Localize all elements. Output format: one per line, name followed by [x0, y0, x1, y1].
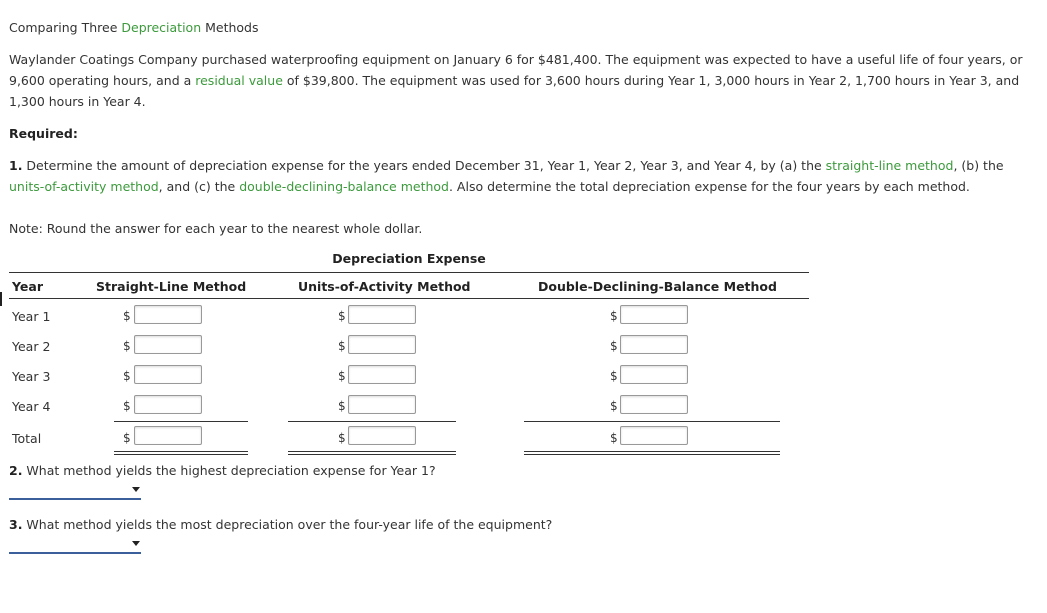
sl-year-2-input[interactable]: [134, 335, 202, 354]
currency-sign: $: [123, 339, 131, 353]
row-label-year-2: Year 2: [12, 339, 51, 354]
page-title: [9, 17, 259, 38]
col-header-ddb: Double-Declining-Balance Method: [538, 279, 777, 294]
ua-subtotal-rule: [288, 421, 456, 422]
currency-sign: $: [338, 431, 346, 445]
question-3: [9, 514, 552, 535]
row-label-year-1: Year 1: [12, 309, 51, 324]
row-label-year-3: Year 3: [12, 369, 51, 384]
intro-text-2: of $39,800. The equipment was used for 3,600 hours during Year 1, 3,000 hours in Year 2, 1,700 hours in Year 3, and 1,300 hours in Year 4.: [9, 73, 1020, 109]
sl-year-1-input[interactable]: [134, 305, 202, 324]
sl-year-3-input[interactable]: [134, 365, 202, 384]
q2-text: What method yields the highest depreciation expense for Year 1?: [22, 463, 436, 478]
q1-text-4: . Also determine the total depreciation expense for the four years by each method.: [448, 179, 970, 194]
row-label-year-4: Year 4: [12, 399, 51, 414]
ddb-total-input[interactable]: [620, 426, 688, 445]
ddb-year-1-input[interactable]: [620, 305, 688, 324]
straight-line-link[interactable]: straight-line method: [825, 158, 954, 173]
ddb-total-double-rule-1: [524, 451, 780, 452]
ddb-year-3-input[interactable]: [620, 365, 688, 384]
rounding-note: Note: Round the answer for each year to the nearest whole dollar.: [9, 221, 423, 236]
currency-sign: $: [123, 431, 131, 445]
col-header-straight-line: Straight-Line Method: [96, 279, 247, 294]
depreciation-expense-header: Depreciation Expense: [332, 251, 486, 266]
q1-number: 1.: [9, 158, 23, 173]
currency-sign: $: [610, 399, 618, 413]
sl-total-input[interactable]: [134, 426, 202, 445]
ddb-year-2-input[interactable]: [620, 335, 688, 354]
ua-year-3-input[interactable]: [348, 365, 416, 384]
ddb-subtotal-rule: [524, 421, 780, 422]
q3-method-dropdown[interactable]: [9, 538, 141, 554]
depreciation-link[interactable]: Depreciation: [121, 20, 202, 35]
currency-sign: $: [123, 369, 131, 383]
ddb-link[interactable]: double-declining-balance method: [239, 179, 449, 194]
q3-text: What method yields the most depreciation over the four-year life of the equipment?: [22, 517, 553, 532]
ddb-year-4-input[interactable]: [620, 395, 688, 414]
problem-intro: [9, 49, 1039, 112]
row-label-total: Total: [12, 431, 42, 446]
left-edge-marker: [0, 292, 2, 306]
currency-sign: $: [610, 339, 618, 353]
currency-sign: $: [338, 369, 346, 383]
sl-year-4-input[interactable]: [134, 395, 202, 414]
currency-sign: $: [338, 339, 346, 353]
residual-value-link[interactable]: residual value: [195, 73, 283, 88]
intro-text-1: Waylander Coatings Company purchased waterproofing equipment on January 6 for $481,400. The equipment was expected to have a useful life of four years, or 9,600 operating hours, and a: [9, 52, 1023, 88]
ua-total-double-rule-2: [288, 454, 456, 455]
ua-year-2-input[interactable]: [348, 335, 416, 354]
currency-sign: $: [123, 399, 131, 413]
q2-method-dropdown[interactable]: [9, 484, 141, 500]
ddb-total-double-rule-2: [524, 454, 780, 455]
question-1: [9, 155, 1041, 197]
sl-total-double-rule-2: [114, 454, 248, 455]
ua-total-double-rule-1: [288, 451, 456, 452]
required-label: Required:: [9, 126, 78, 141]
title-prefix: Comparing Three: [9, 20, 122, 35]
currency-sign: $: [610, 369, 618, 383]
sl-subtotal-rule: [114, 421, 248, 422]
chevron-down-icon: [132, 541, 140, 546]
currency-sign: $: [338, 309, 346, 323]
table-top-rule: [9, 272, 809, 273]
units-of-activity-link[interactable]: units-of-activity method: [9, 179, 159, 194]
currency-sign: $: [610, 309, 618, 323]
sl-total-double-rule-1: [114, 451, 248, 452]
currency-sign: $: [610, 431, 618, 445]
col-header-units-of-activity: Units-of-Activity Method: [298, 279, 471, 294]
title-suffix: Methods: [201, 20, 259, 35]
ua-year-1-input[interactable]: [348, 305, 416, 324]
q1-text-1: Determine the amount of depreciation expense for the years ended December 31, Year 1, Year 2, Year 3, and Year 4, by (a) the: [22, 158, 826, 173]
currency-sign: $: [338, 399, 346, 413]
currency-sign: $: [123, 309, 131, 323]
question-2: [9, 460, 436, 481]
q3-number: 3.: [9, 517, 23, 532]
header-bottom-rule: [9, 298, 809, 299]
q1-text-2: , (b) the: [953, 158, 1004, 173]
col-header-year: Year: [12, 279, 43, 294]
ua-total-input[interactable]: [348, 426, 416, 445]
chevron-down-icon: [132, 487, 140, 492]
q2-number: 2.: [9, 463, 23, 478]
q1-text-3: , and (c) the: [158, 179, 240, 194]
ua-year-4-input[interactable]: [348, 395, 416, 414]
